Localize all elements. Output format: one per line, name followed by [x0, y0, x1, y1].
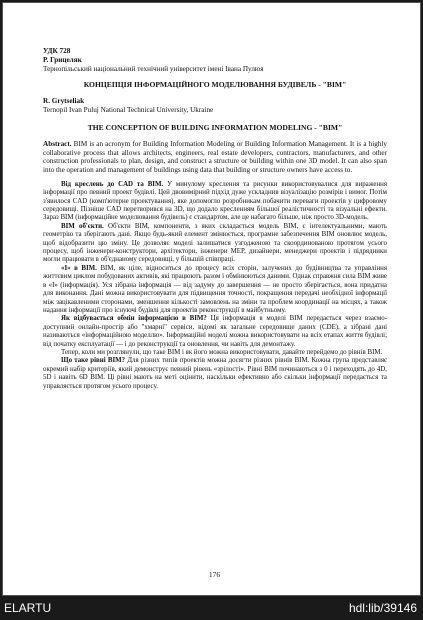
- paragraph-lead: Що таке рівні BIM?: [61, 357, 126, 365]
- paragraph-transition: [43, 349, 387, 357]
- paragraph-text: Тепер, коли ми розглянули, що таке BIM і як його можна використовувати, давайте перейдемо до рівнів BIM.: [61, 348, 383, 356]
- paragraph-cad-bim: [43, 181, 387, 223]
- paragraph-text: Для різних типів проектів можна досягти різних рівнів BIM. Кожна група представляє окремий набір критеріїв, який демонструє певний рівень «зрілості». Рівні BIM починаються з 0 і переходять до 4D, 5D і навіть 6D BIM. Ці рівні мають на меті оцінити, наскільки ефективно або скільки інформації передається та управляється протягом усього процесу.: [43, 357, 387, 390]
- paragraph-info-exchange: [43, 315, 387, 349]
- paragraph-bim-levels: [43, 357, 387, 391]
- paragraph-text: Ця інформація в моделі BIM передається через взаємо-доступний онлайн-простір або "хмарні" сервіси, відомі як загальне середовище даних (CDE), а зібрані дані називаються «інформаційною моделлю». Інформаційні моделі можна використовувати на всіх етапах життя будівлі; від початку експлуатації — і до реконструкції та оновлення, чи навіть для демонтажу.: [43, 315, 387, 348]
- title-en: THE CONCEPTION OF BUILDING INFORMATION MODELING - "BIM": [87, 123, 343, 132]
- paragraph-bim-objects: [43, 223, 387, 265]
- paragraph-text: BIM, як ціле, відноситься до процесу всіх сторін, залучених до будівництва та управління життєвим циклом побудованих активів, які працюють разом і обмінюються даними. Однак справжня сила BIM живе в «I» (інформація). Уся зібрана інформація — від задуму до завершення — не просто зберігається, вона придатна для виконання. Дані можна використовувати для підвищення точності, покращення передачі необхідної інформації між зацікавленими сторонами, зменшення кількості замовлень на зміни та проблем координації на місцях, а також надання інформації про існуючі будівлі для проектів реконструкції в майбутньому.: [43, 264, 388, 314]
- paper-page: [2, 2, 421, 596]
- handle-id: hdl:lib/39146: [348, 601, 417, 615]
- paragraph-i-in-bim: [43, 265, 387, 315]
- affiliation-ua: Тернопільський національний технічний університет імені Івана Пулюя: [43, 65, 264, 73]
- paragraph-lead: Як відбувається обмін інформацією в BIM?: [61, 315, 207, 323]
- repository-footer: [0, 596, 423, 620]
- paragraph-text: У минулому креслення та рисунки використовувалися для вираження інформації про певний проект будівлі. Цей двовимірний підхід дуже ускладнив візуалізацію розмірів і вимог. Потім з'явилося CAD (комп'ютерне проектування), яке допомогло розробникам побачити переваги проектів у цифровому середовищі. Пізніше CAD перетворився на 3D, що додало кресленням більшої реалістичності та візуальні ефекти. Зараз BIM (інформаційне моделювання будівель) є стандартом, але це набагато більше, ніж просто 3D-модель.: [43, 180, 387, 222]
- abstract: [43, 140, 387, 175]
- abstract-lead: Abstract.: [43, 140, 72, 148]
- paragraph-lead: BIM об'єкти.: [61, 222, 104, 230]
- title-ua: КОНЦЕПЦІЯ ІНФОРМАЦІЙНОГО МОДЕЛЮВАННЯ БУДІВЕЛЬ - "BIM": [83, 80, 347, 89]
- paragraph-lead: Від креслень до CAD та BIM.: [61, 180, 164, 188]
- abstract-text: BIM is an acronym for Building Information Modeling or Building Information Management. It is a highly collaborative process that allows architects, engineers, real estate developers, contractors, manufacturers, and other construction professionals to plan, design, and construct a structure or building within one 3D model. It can also span into the operation and management of buildings using data that building or structure owners have access to.: [43, 140, 387, 175]
- paragraph-text: Об'єкти BIM, компоненти, з яких складається модель BIM, є інтелектуальними, мають геометрію та зберігають дані. Якщо будь-який елемент змінюється, програмне забезпечення BIM оновлює модель, щоб відобразити цю зміну. Це дозволяє моделі залишатися узгодженою та скоординованою протягом усього процесу, щоб інженери-конструктори, архітектори, інженери MEP, дизайнери, менеджери проектів і підрядники могли працювати в об'єднаному середовищі, у більшій співпраці.: [43, 222, 387, 264]
- page-content: [43, 47, 387, 391]
- page-number: 176: [208, 570, 221, 579]
- paragraph-lead: «I» в BIM.: [61, 264, 97, 272]
- affiliation-en: Ternopil Ivan Puluj National Technical University, Ukraine: [43, 106, 214, 114]
- repository-name: ELARTU: [4, 601, 52, 615]
- udk-code: УДК 728: [43, 47, 71, 55]
- author-en: R. Grytseliak: [43, 97, 85, 105]
- author-ua: Р. Грицеляк: [43, 56, 82, 64]
